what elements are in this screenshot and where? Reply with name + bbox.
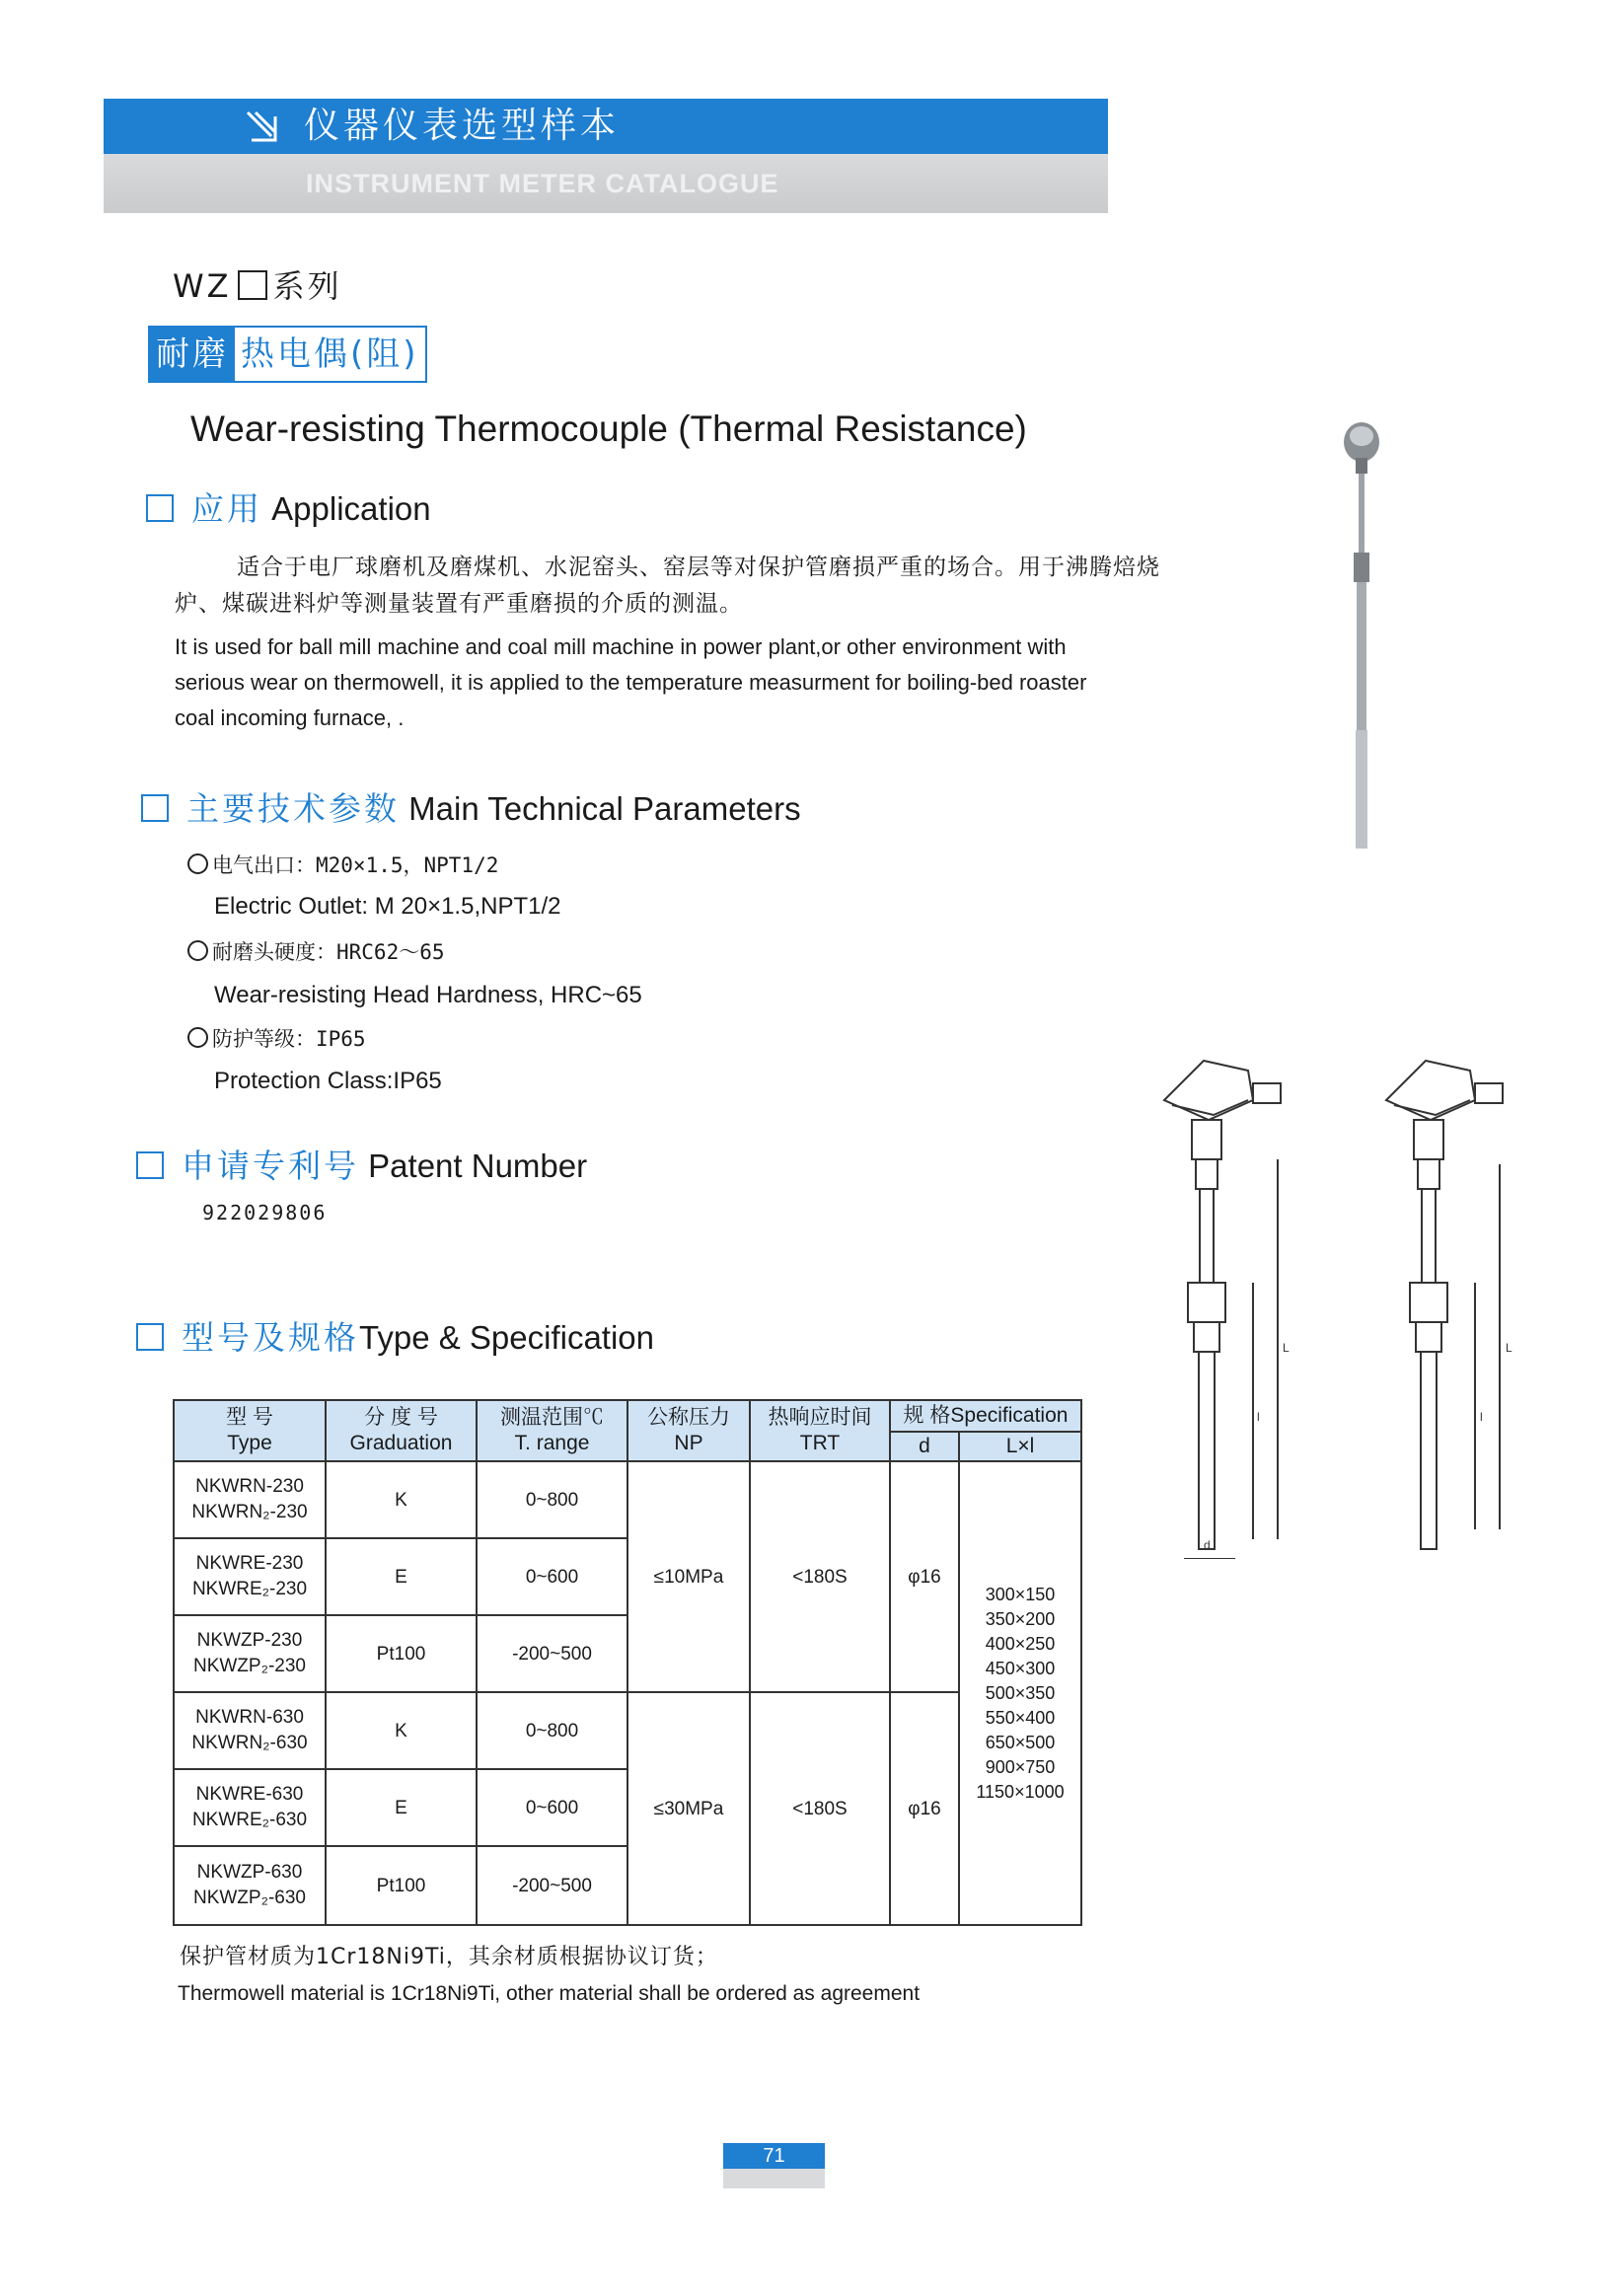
table-cell-range: 0~800 — [477, 1461, 627, 1538]
double-arrow-down-right-icon — [242, 107, 281, 146]
dimension-label-l-small: l — [1480, 1410, 1483, 1424]
circle-bullet-icon — [187, 853, 208, 874]
dimension-label-l-large: L — [1283, 1341, 1290, 1355]
table-cell-graduation: E — [326, 1538, 477, 1615]
application-text-cn-2: 炉、煤碳进料炉等测量装置有严重磨损的介质的测温。 — [175, 591, 743, 617]
header-title: 仪器仪表选型样本 — [304, 106, 621, 146]
header-subtitle: INSTRUMENT METER CATALOGUE — [306, 169, 779, 198]
param-item-en: Wear-resisting Head Hardness, HRC~65 — [214, 982, 642, 1008]
table-cell-type: NKWZP-630 NKWZP₂-630 — [174, 1846, 326, 1925]
param-item-en: Protection Class:IP65 — [214, 1068, 442, 1094]
header-specification: 规 格Specification — [890, 1400, 1081, 1432]
series-prefix: WZ — [173, 267, 232, 305]
page-number-underbar — [723, 2169, 825, 2188]
application-text-en-2: serious wear on thermowell, it is applied to the temperature measurment for boiling-bed roaster — [175, 670, 1087, 695]
product-tag-highlight: 耐磨 — [150, 328, 235, 381]
table-cell-graduation: E — [326, 1769, 477, 1846]
dimension-label-d: d — [1204, 1538, 1211, 1552]
square-bullet-icon — [141, 794, 169, 822]
dimension-drawing — [1144, 1026, 1559, 1559]
series-label — [173, 266, 342, 306]
header-graduation: 分 度 号 Graduation — [326, 1400, 477, 1461]
patent-heading: 申请专利号 Patent Number — [136, 1145, 587, 1188]
param-item-cn: 电气出口：M20×1.5，NPT1/2 — [187, 851, 498, 880]
thermocouple-photo — [1322, 414, 1401, 849]
spec-table — [173, 1399, 1082, 1926]
header-type: 型 号 Type — [174, 1400, 326, 1461]
param-item-cn: 耐磨头硬度：HRC62～65 — [187, 937, 445, 967]
header-np: 公称压力 NP — [627, 1400, 750, 1461]
table-cell-lxl: 300×150 350×200 400×250 450×300 500×350 550×400 650×500 900×750 1150×1000 — [959, 1461, 1081, 1925]
checkbox-square-icon — [238, 270, 267, 300]
square-bullet-icon — [136, 1323, 164, 1351]
header-trt: 热响应时间 TRT — [750, 1400, 890, 1461]
table-cell-d: φ16 — [890, 1692, 959, 1925]
dimension-label-l-large: L — [1506, 1341, 1512, 1355]
table-cell-range: 0~600 — [477, 1538, 627, 1615]
table-cell-graduation: K — [326, 1692, 477, 1769]
square-bullet-icon — [146, 494, 174, 522]
table-cell-trt: <180S — [750, 1461, 890, 1692]
series-suffix: 系列 — [272, 267, 342, 305]
param-item-en: Electric Outlet: M 20×1.5,NPT1/2 — [214, 893, 561, 920]
table-cell-graduation: K — [326, 1461, 477, 1538]
circle-bullet-icon — [187, 940, 208, 961]
spec-heading: 型号及规格Type & Specification — [136, 1316, 654, 1360]
table-cell-range: -200~500 — [477, 1615, 627, 1692]
dimension-label-l-small: l — [1257, 1410, 1260, 1424]
application-text-en-1: It is used for ball mill machine and coal mill machine in power plant,or other environment with — [175, 634, 1067, 659]
header-range: 测温范围℃ T. range — [477, 1400, 627, 1461]
table-cell-d: φ16 — [890, 1461, 959, 1692]
table-cell-range: 0~600 — [477, 1769, 627, 1846]
product-tag-rest: 热电偶(阻) — [241, 334, 419, 374]
application-text-cn-1: 适合于电厂球磨机及磨煤机、水泥窑头、窑层等对保护管磨损严重的场合。用于沸腾焙烧 — [237, 555, 1160, 580]
parameters-heading: 主要技术参数 Main Technical Parameters — [141, 787, 801, 831]
table-cell-type: NKWRN-630 NKWRN₂-630 — [174, 1692, 326, 1769]
page-title: Wear-resisting Thermocouple (Thermal Resistance) — [190, 408, 1027, 449]
patent-number: 922029806 — [202, 1201, 328, 1224]
table-cell-type: NKWRN-230 NKWRN₂-230 — [174, 1461, 326, 1538]
table-cell-range: 0~800 — [477, 1692, 627, 1769]
application-heading: 应用 Application — [146, 487, 431, 531]
circle-bullet-icon — [187, 1027, 208, 1048]
header-d: d — [890, 1432, 959, 1461]
table-cell-type: NKWRE-630 NKWRE₂-630 — [174, 1769, 326, 1846]
table-cell-np: ≤30MPa — [627, 1692, 750, 1925]
note-en: Thermowell material is 1Cr18Ni9Ti, other material shall be ordered as agreement — [178, 1982, 921, 2005]
table-cell-graduation: Pt100 — [326, 1846, 477, 1925]
table-cell-range: -200~500 — [477, 1846, 627, 1925]
square-bullet-icon — [136, 1151, 164, 1179]
note-cn: 保护管材质为1Cr18Ni9Ti，其余材质根据协议订货； — [180, 1945, 718, 1969]
table-cell-type: NKWZP-230 NKWZP₂-230 — [174, 1615, 326, 1692]
table-cell-np: ≤10MPa — [627, 1461, 750, 1692]
page-number: 71 — [763, 2145, 785, 2167]
product-tag — [148, 326, 427, 383]
table-cell-trt: <180S — [750, 1692, 890, 1925]
application-text-en-3: coal incoming furnace, . — [175, 705, 405, 730]
header-lxl: L×l — [959, 1432, 1081, 1461]
param-item-cn: 防护等级：IP65 — [187, 1024, 366, 1054]
table-cell-type: NKWRE-230 NKWRE₂-230 — [174, 1538, 326, 1615]
table-cell-graduation: Pt100 — [326, 1615, 477, 1692]
